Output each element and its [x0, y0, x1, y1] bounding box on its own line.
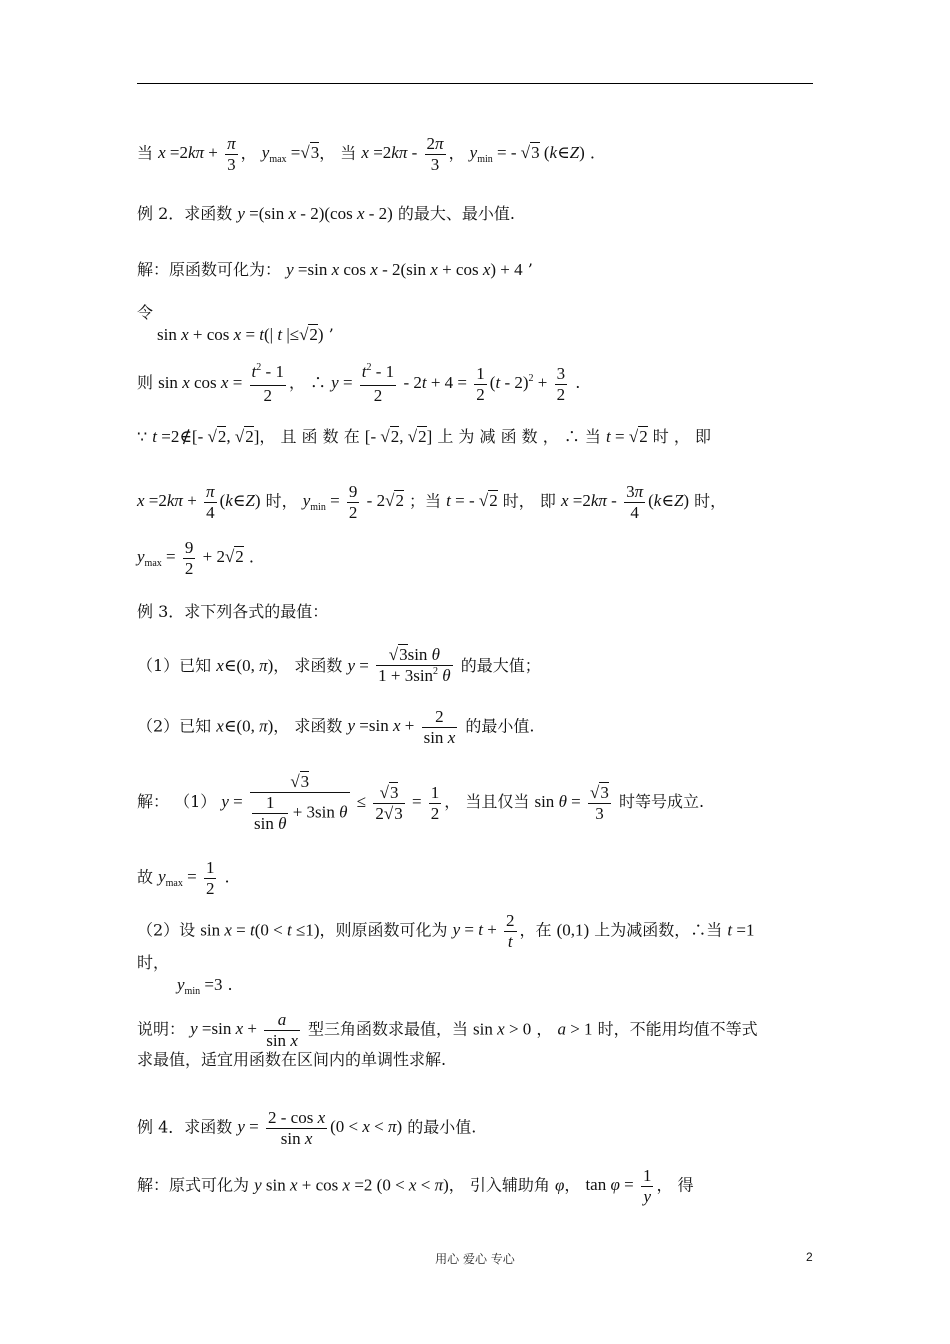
example-3-question: 例 3．求下列各式的最值： [137, 602, 329, 621]
footer-text: 用心 爱心 专心 [435, 1252, 515, 1266]
example-3-solution-2: 故 $y_{max}$ = $\frac{1}{2}$ . [137, 858, 230, 898]
example-3-solution-4: 时， $y_{min} =3$ . [137, 953, 233, 997]
example-2-step-6: $y_{max}$ = $\frac{9}{2}$ + 2√2 . [137, 538, 254, 578]
example-2-step-4: ∵ t =2∉[- √2, √2]， 且 函 数 在 [- √2, √2] 上 为 减 函 数 ， ∴ 当 t = √2 时 ， 即 [137, 427, 711, 446]
example-2-step-2: 令 sin x + cos x = t(| t |≤√2) ’ [137, 303, 334, 344]
note-line-1: 说明： y =sin x + $\frac{a}{\text{sin x}}$ 型三角函数求最值，当 sin x > 0 ， a > 1 时，不能用均值不等式 [137, 1010, 758, 1050]
example-2-question: 例 2．求函数 y =(sin x - 2)(cos x - 2) 的最大、最小值. [137, 204, 516, 223]
example-3-part-2: （2）已知 x∈(0, π)， 求函数 y =sin x + $\frac{2}{\text{sin x}}$ 的最小值. [137, 707, 535, 747]
example-4-solution-1: 解：原式可化为 y sin x + cos x =2 (0 < x < π)， 引入辅助角 φ， tan φ = $\frac{1}{y}$ ， 得 [137, 1166, 694, 1206]
header-rule [137, 83, 813, 84]
example-2-step-1: 解：原函数可化为： y =sin x cos x - 2(sin x + cos x) + 4 ’ [137, 260, 533, 279]
note-line-2: 求最值，适宜用函数在区间内的单调性求解. [137, 1050, 447, 1069]
example-3-solution-1: 解： （1） y = √3 $\frac{1}{\text{sin θ}}$ + 3sin θ ≤ $\frac{√3}{2√3}$ = $\frac{1}{2}$ ， 当且仅当 sin θ = $\frac{√3}{3}$ 时等号成立. [137, 772, 705, 833]
example-3-solution-3: （2）设 sin x = t(0 < t ≤1)，则原函数可化为 y = t + $\frac{2}{t}$ ，在 (0,1) 上为减函数，∴当 t =1 [137, 911, 755, 951]
example-2-step-5: x =2kπ + $\frac{\pi}{4}$ (k∈Z) 时， $y_{min}$ = $\frac{9}{2}$ - 2√2 ；当 t = - √2 时， 即 x =2kπ - $\frac{3\pi}{4}$ (k∈Z) 时， [137, 482, 727, 522]
page-number: 2 [806, 1250, 813, 1264]
text-line: 当 x =2kπ + $\frac{\pi}{3}$ ， $y_{max} =√3$， 当 x =2kπ - $\frac{2\pi}{3}$ ， $y_{min}$ = - √3 (k∈Z) . [137, 134, 595, 174]
example-3-part-1: （1）已知 x∈(0, π)， 求函数 y = $\frac{\text{√3sin θ}}{1 + 3\sin^2 \theta}$ 的最大值； [137, 645, 541, 685]
example-2-step-3: 则 sin x cos x = $\frac{t^2 - 1}{2}$ ， ∴ y = $\frac{t^2 - 1}{2}$ - 2t + 4 = $\frac{1}{2}$ (t - 2)$^2$ + $\frac{3}{2}$ . [137, 362, 581, 405]
example-4-question: 例 4．求函数 y = $\frac{\text{2 - cos x}}{\text{sin x}}$ (0 < x < π) 的最小值. [137, 1108, 477, 1148]
